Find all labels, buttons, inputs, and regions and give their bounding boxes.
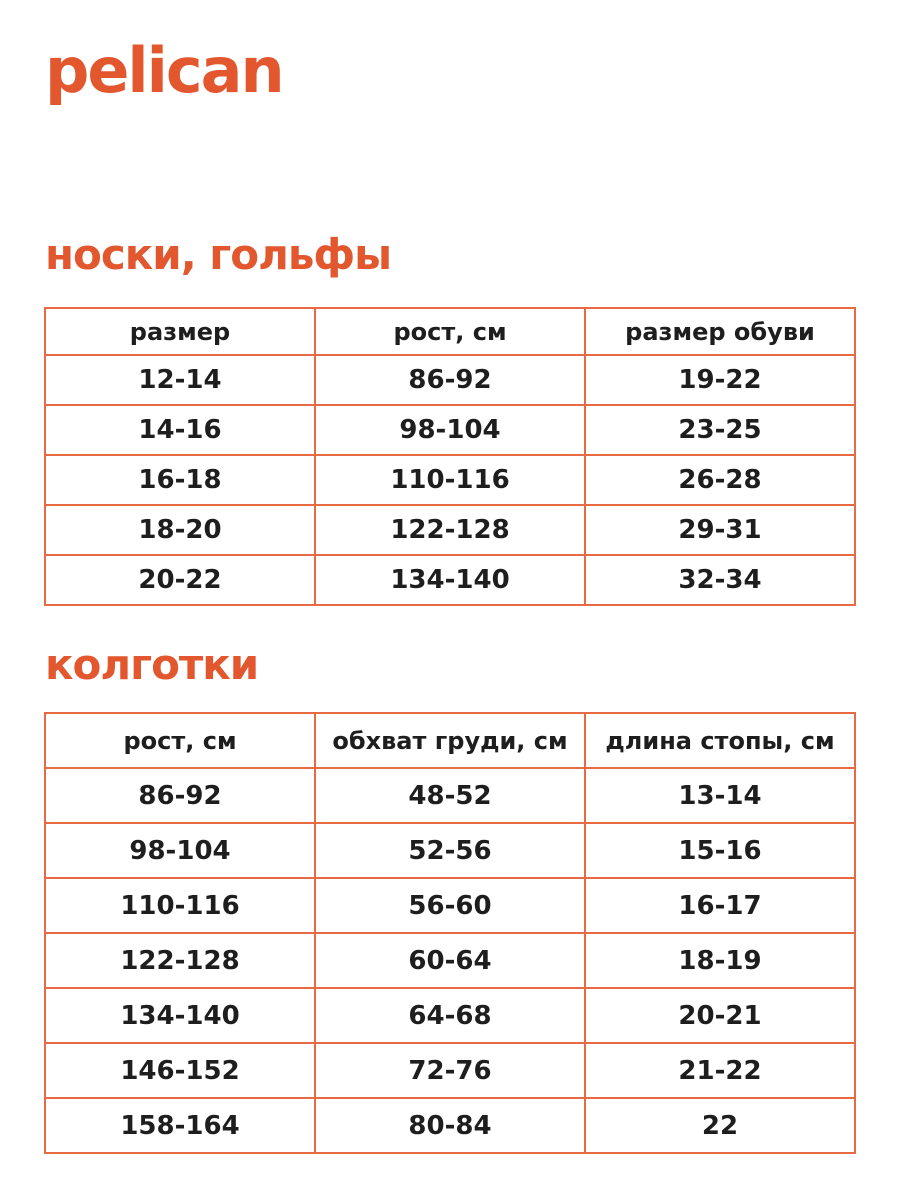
column-header-height: рост, см	[45, 713, 315, 768]
table-row	[45, 933, 855, 988]
table-cell: 21-22	[585, 1043, 855, 1098]
table-cell: 23-25	[585, 405, 855, 455]
table-cell: 26-28	[585, 455, 855, 505]
table-cell: 56-60	[315, 878, 585, 933]
table-row	[45, 1098, 855, 1153]
table-header-row	[45, 713, 855, 768]
table-cell: 20-21	[585, 988, 855, 1043]
table-row	[45, 455, 855, 505]
table-cell: 14-16	[45, 405, 315, 455]
table-cell: 12-14	[45, 355, 315, 405]
table-cell: 16-17	[585, 878, 855, 933]
table-row	[45, 355, 855, 405]
table-cell: 98-104	[315, 405, 585, 455]
table-cell: 80-84	[315, 1098, 585, 1153]
table-cell: 20-22	[45, 555, 315, 605]
column-header-shoe-size: размер обуви	[585, 308, 855, 355]
table-cell: 52-56	[315, 823, 585, 878]
socks-size-table	[44, 307, 856, 606]
table-row	[45, 823, 855, 878]
table-cell: 134-140	[45, 988, 315, 1043]
table-row	[45, 878, 855, 933]
table-row	[45, 1043, 855, 1098]
brand-logo: pelican	[45, 34, 283, 107]
table-row	[45, 988, 855, 1043]
table-header-row	[45, 308, 855, 355]
column-header-size: размер	[45, 308, 315, 355]
table-cell: 32-34	[585, 555, 855, 605]
table-row	[45, 768, 855, 823]
table-cell: 122-128	[315, 505, 585, 555]
table-cell: 86-92	[45, 768, 315, 823]
column-header-height: рост, см	[315, 308, 585, 355]
table-cell: 134-140	[315, 555, 585, 605]
column-header-foot-length: длина стопы, см	[585, 713, 855, 768]
table-row	[45, 405, 855, 455]
table-cell: 22	[585, 1098, 855, 1153]
table-cell: 19-22	[585, 355, 855, 405]
table-row	[45, 555, 855, 605]
table-cell: 48-52	[315, 768, 585, 823]
table-cell: 146-152	[45, 1043, 315, 1098]
table-cell: 13-14	[585, 768, 855, 823]
table-cell: 29-31	[585, 505, 855, 555]
table-cell: 15-16	[585, 823, 855, 878]
table-cell: 18-19	[585, 933, 855, 988]
section-title-socks: носки, гольфы	[45, 230, 392, 279]
table-cell: 110-116	[315, 455, 585, 505]
table-cell: 98-104	[45, 823, 315, 878]
table-row	[45, 505, 855, 555]
table-cell: 122-128	[45, 933, 315, 988]
table-cell: 110-116	[45, 878, 315, 933]
table-cell: 60-64	[315, 933, 585, 988]
section-title-tights: колготки	[45, 640, 259, 689]
tights-size-table	[44, 712, 856, 1154]
column-header-chest: обхват груди, см	[315, 713, 585, 768]
table-cell: 86-92	[315, 355, 585, 405]
table-cell: 158-164	[45, 1098, 315, 1153]
table-cell: 16-18	[45, 455, 315, 505]
table-cell: 72-76	[315, 1043, 585, 1098]
table-cell: 64-68	[315, 988, 585, 1043]
table-cell: 18-20	[45, 505, 315, 555]
